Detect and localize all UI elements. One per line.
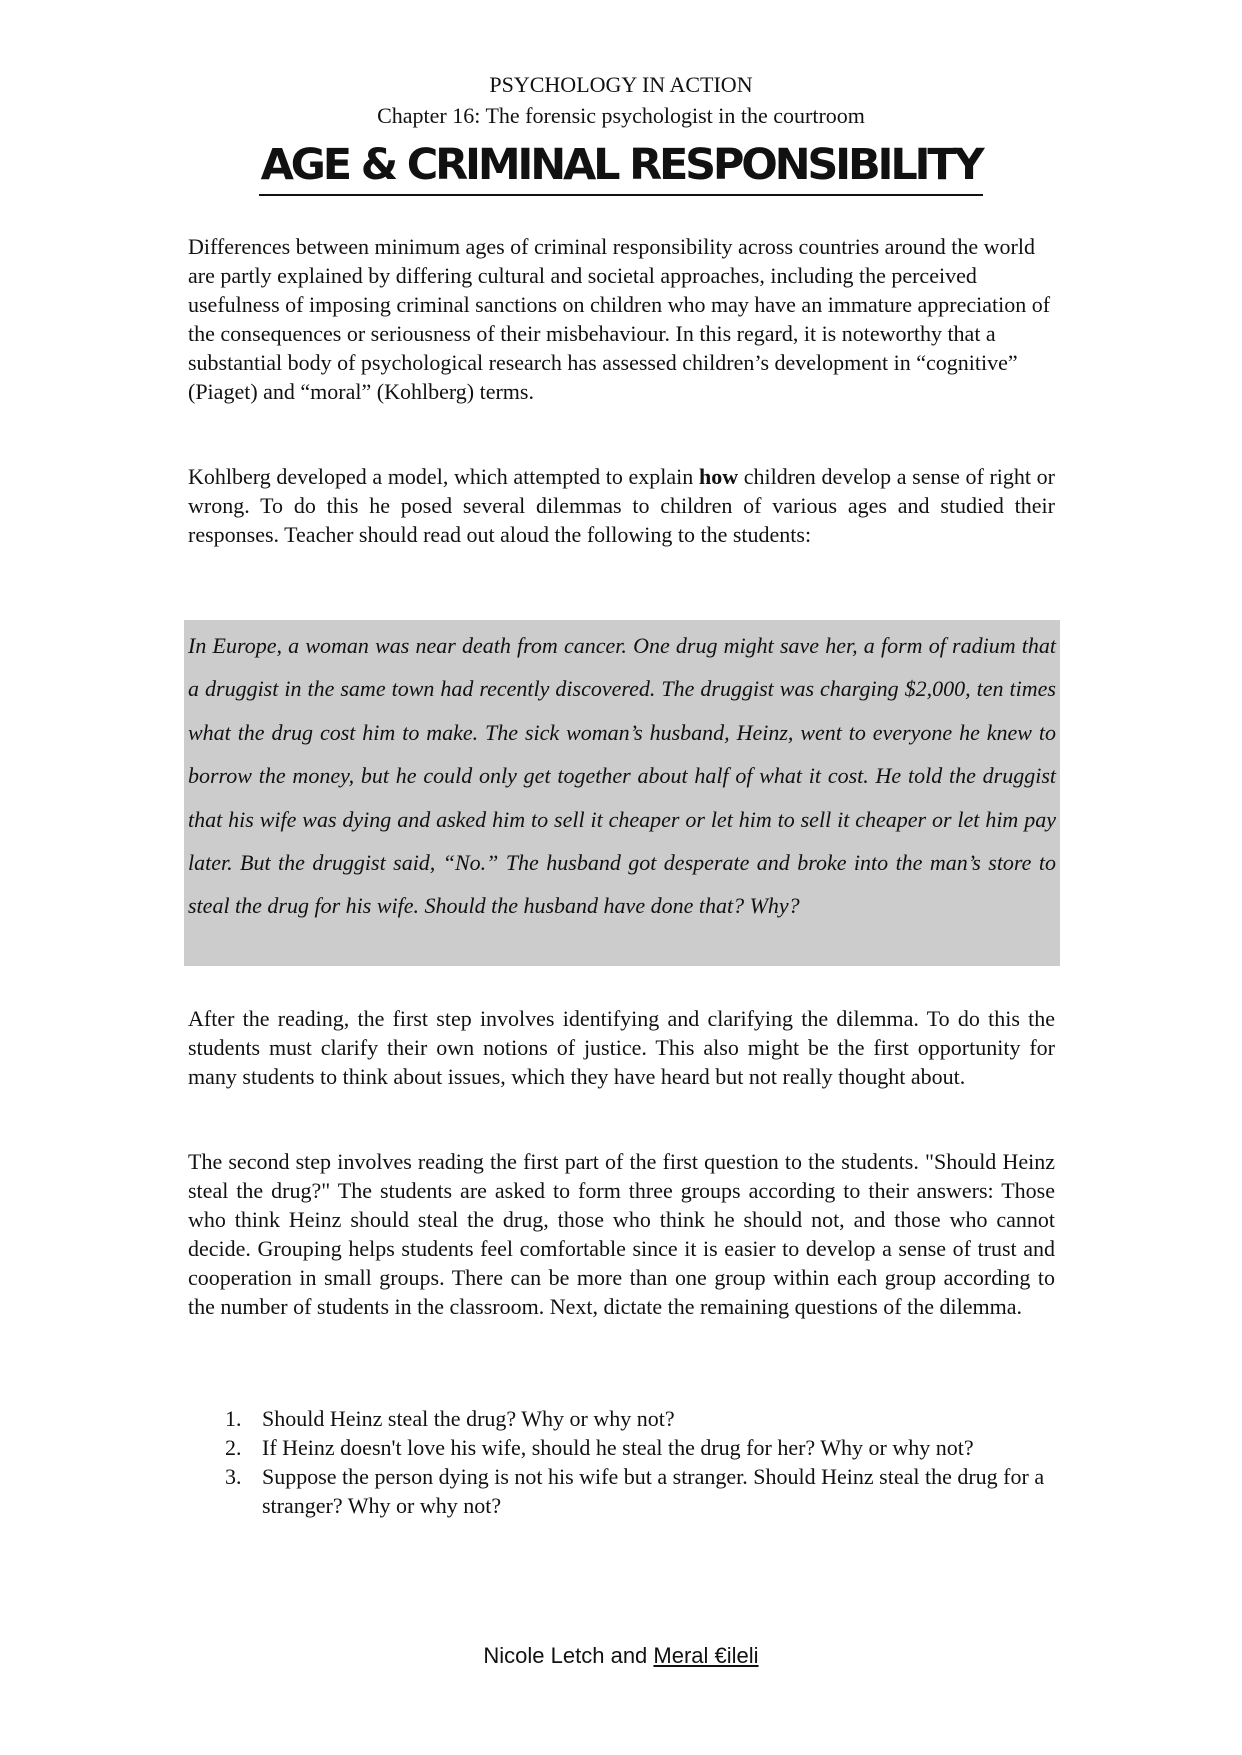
kohlberg-paragraph (188, 462, 1055, 549)
list-item-number: 2. (225, 1435, 242, 1460)
list-item-number: 3. (225, 1464, 242, 1489)
list-item-number: 1. (225, 1406, 242, 1431)
list-item-text: Suppose the person dying is not his wife but a stranger. Should Heinz steal the drug for a stranger? Why or why not? (262, 1464, 1045, 1518)
list-item-text: Should Heinz steal the drug? Why or why not? (262, 1406, 675, 1431)
kohlberg-paragraph-start: Kohlberg developed a model, which attempted to explain (188, 464, 699, 489)
kohlberg-paragraph-emphasis: how (698, 464, 739, 489)
list-item (218, 1404, 1058, 1433)
page-title-text: AGE & CRIMINAL RESPONSIBILITY (259, 138, 984, 196)
second-step-paragraph: The second step involves reading the first part of the first question to the students. "Should Heinz steal the drug?" The students are asked to form three groups according to their answers: Those who think Heinz should steal the drug, those who think he should not, and those who cannot decide. Grouping helps students feel comfortable since it is easier to develop a sense of trust and cooperation in small groups. There can be more than one group within each group according to the number of students in the classroom. Next, dictate the remaining questions of the dilemma. (188, 1149, 1055, 1319)
list-item (218, 1433, 1058, 1462)
chapter-title: Chapter 16: The forensic psychologist in the courtroom (377, 103, 865, 128)
intro-paragraph: Differences between minimum ages of criminal responsibility across countries around the world are partly explained by differing cultural and societal approaches, including the perceived usefulness of imposing criminal sanctions on children who may have an immature appreciation of the consequences or seriousness of their misbehaviour. In this regard, it is noteworthy that a substantial body of psychological research has assessed children’s development in “cognitive” (Piaget) and “moral” (Kohlberg) terms. (188, 234, 1051, 404)
footer-authors (0, 1642, 1242, 1670)
footer-author-first: Nicole Letch and (483, 1643, 648, 1668)
first-step-paragraph: After the reading, the first step involves identifying and clarifying the dilemma. To do this the students must clarify their own notions of justice. This also might be the first opportunity for many students to think about issues, which they have heard but not really thought about. (188, 1006, 1055, 1089)
list-item (218, 1462, 1058, 1520)
footer-author-second: Meral €ileli (653, 1643, 759, 1668)
question-list (218, 1404, 1058, 1520)
heinz-dilemma-text: In Europe, a woman was near death from cancer. One drug might save her, a form of radium that a druggist in the same town had recently discovered. The druggist was charging $2,000, ten times what the drug cost him to make. The sick woman’s husband, Heinz, went to everyone he knew to borrow the money, but he could only get together about half of what it cost. He told the druggist that his wife was dying and asked him to sell it cheaper or let him to sell it cheaper or let him pay later. But the druggist said, “No.” The husband got desperate and broke into the man’s store to steal the drug for his wife. Should the husband have done that? Why? (188, 633, 1056, 919)
page-title (0, 138, 1242, 196)
list-item-text: If Heinz doesn't love his wife, should he steal the drug for her? Why or why not? (262, 1435, 974, 1460)
heinz-dilemma-box (184, 620, 1060, 966)
kohlberg-paragraph-end: children develop a sense of right or wrong. To do this he posed several dilemmas to children of various ages and studied their responses. Teacher should read out aloud the following to the students: (188, 464, 1055, 547)
series-title: PSYCHOLOGY IN ACTION (489, 72, 753, 97)
